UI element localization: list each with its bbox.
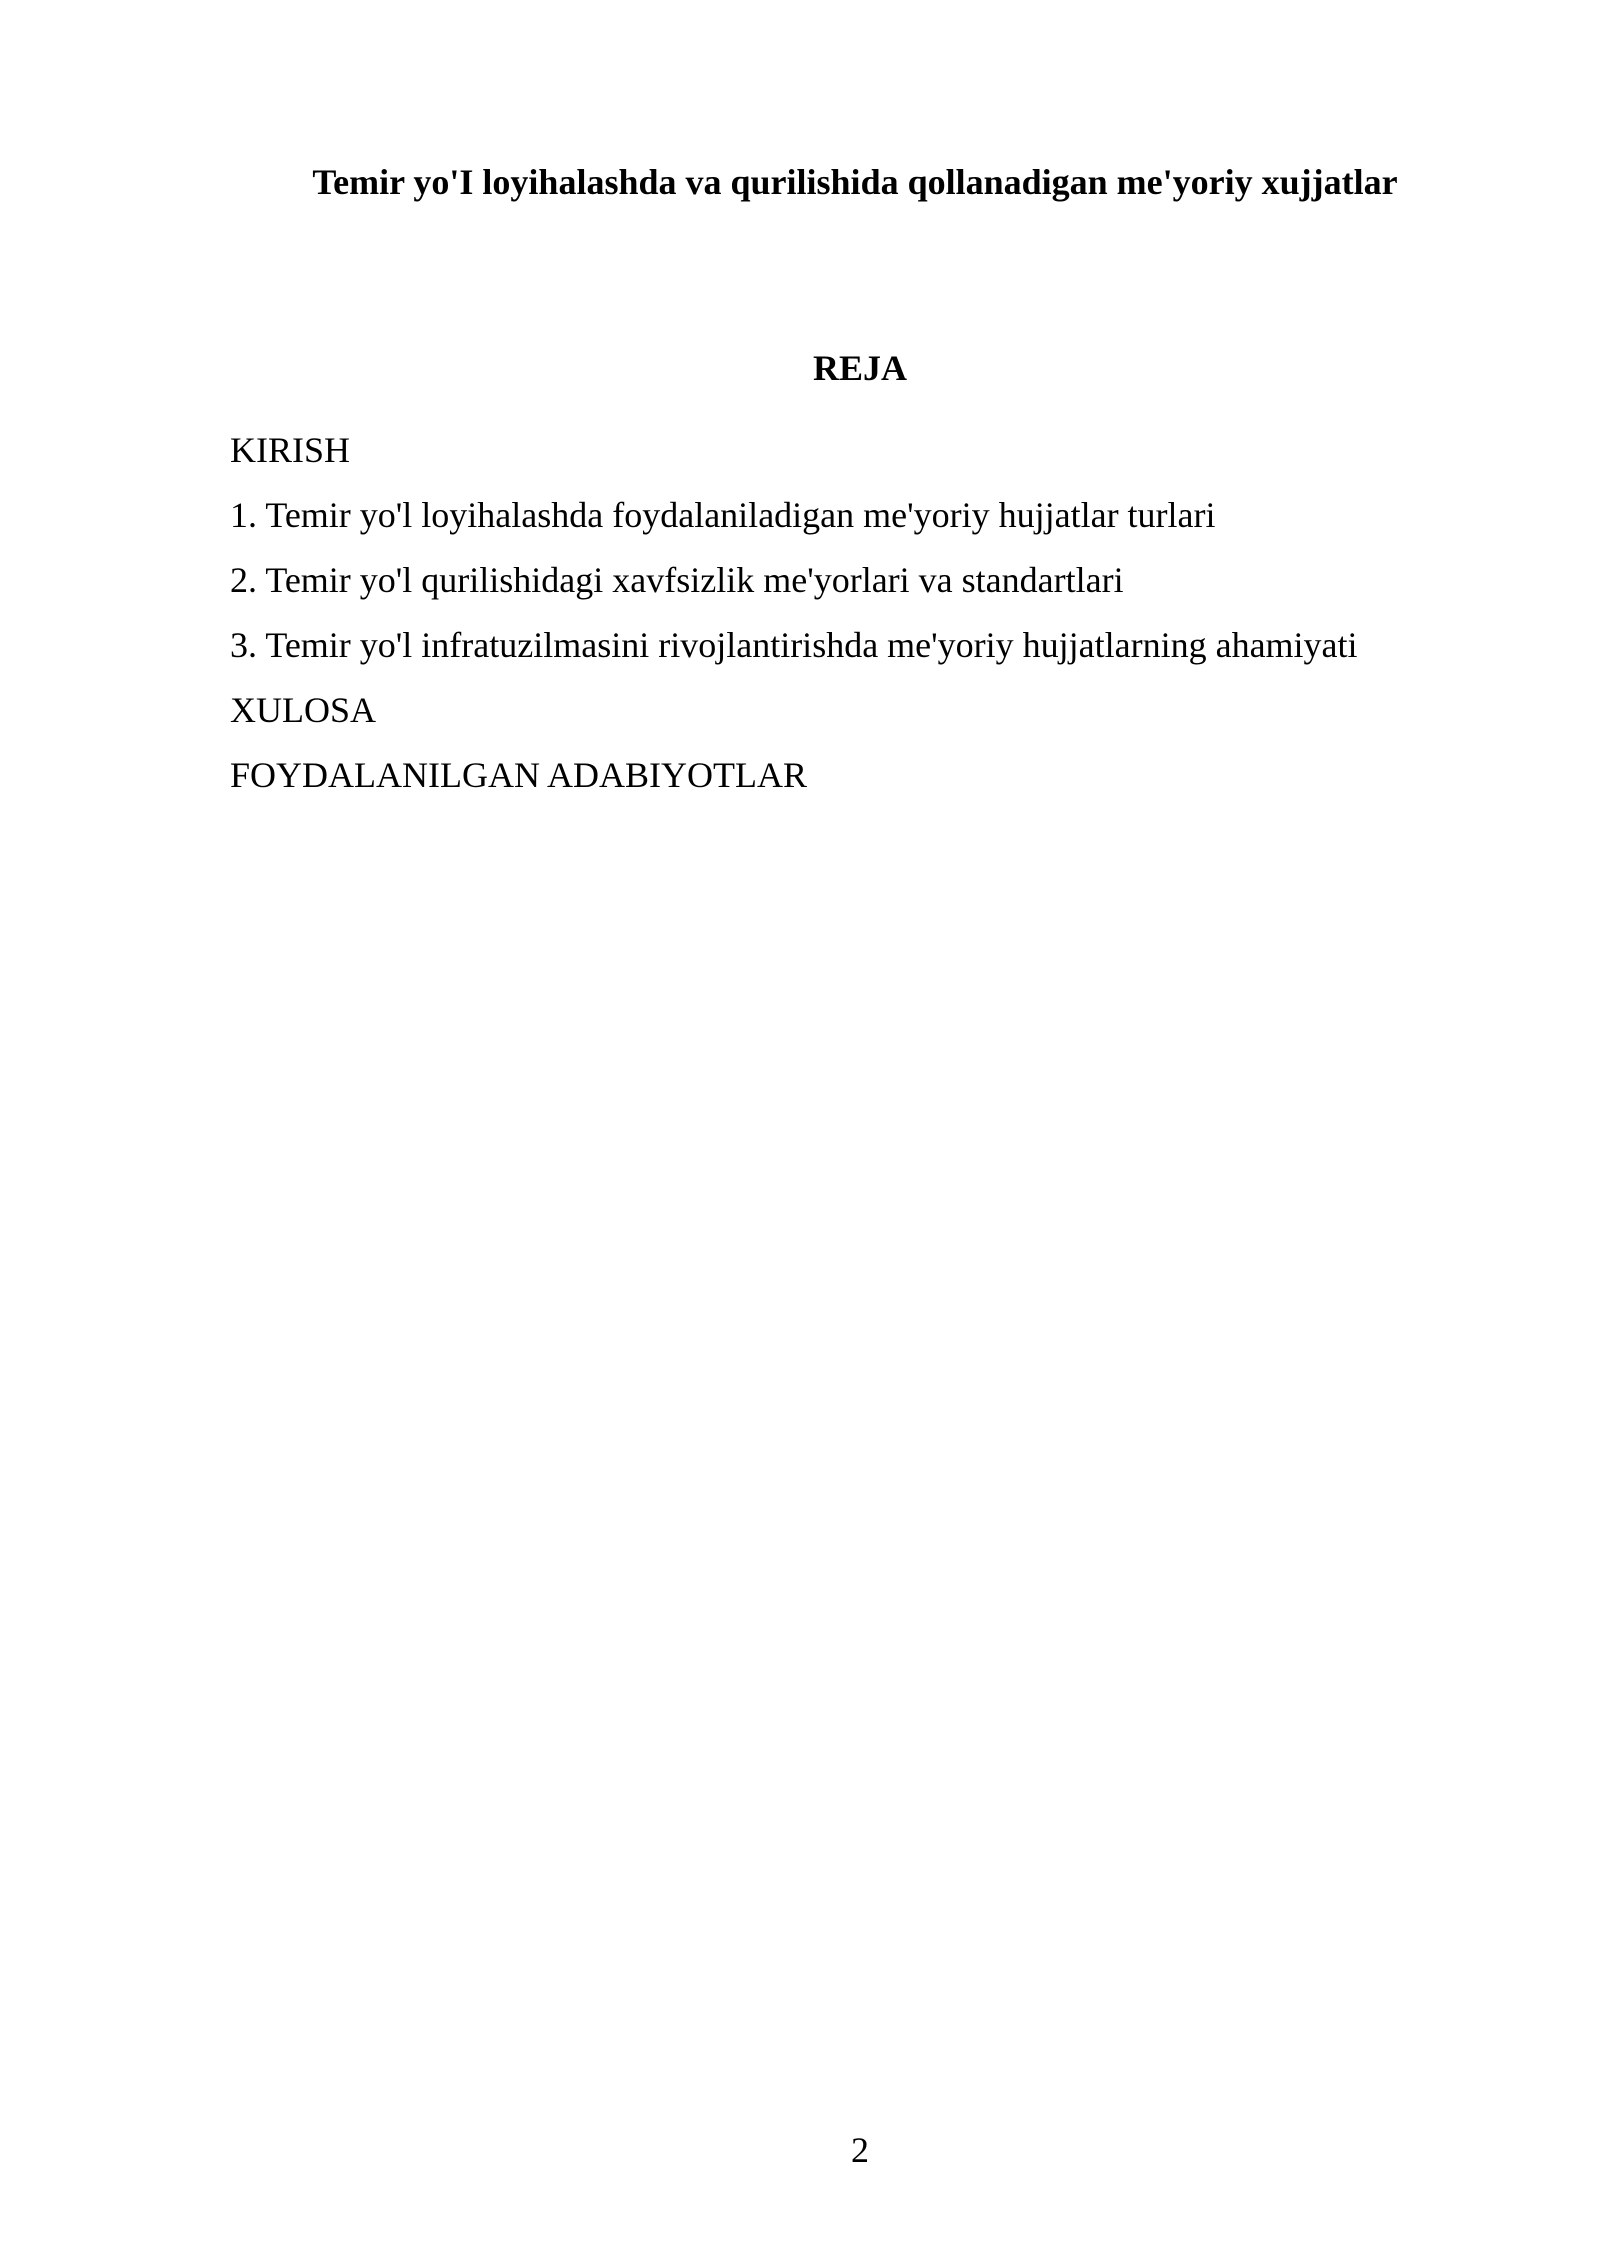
plan-item-1: 1. Temir yo'l loyihalashda foydalaniladigan me'yoriy hujjatlar turlari	[230, 495, 1216, 535]
plan-heading: REJA	[812, 348, 907, 388]
plan-item-intro: KIRISH	[230, 430, 351, 470]
page-number: 2	[851, 2130, 869, 2170]
document-title: Temir yo'I loyihalashda va qurilishida qollanadigan me'yoriy xujjatlar	[312, 162, 1398, 202]
plan-item-2: 2. Temir yo'l qurilishidagi xavfsizlik me'yorlari va standartlari	[230, 560, 1124, 600]
plan-item-conclusion: XULOSA	[230, 690, 377, 730]
plan-item-references: FOYDALANILGAN ADABIYOTLAR	[230, 755, 807, 795]
plan-item-3: 3. Temir yo'l infratuzilmasini rivojlantirishda me'yoriy hujjatlarning ahamiyati	[230, 625, 1358, 665]
plan-list	[230, 418, 1490, 808]
